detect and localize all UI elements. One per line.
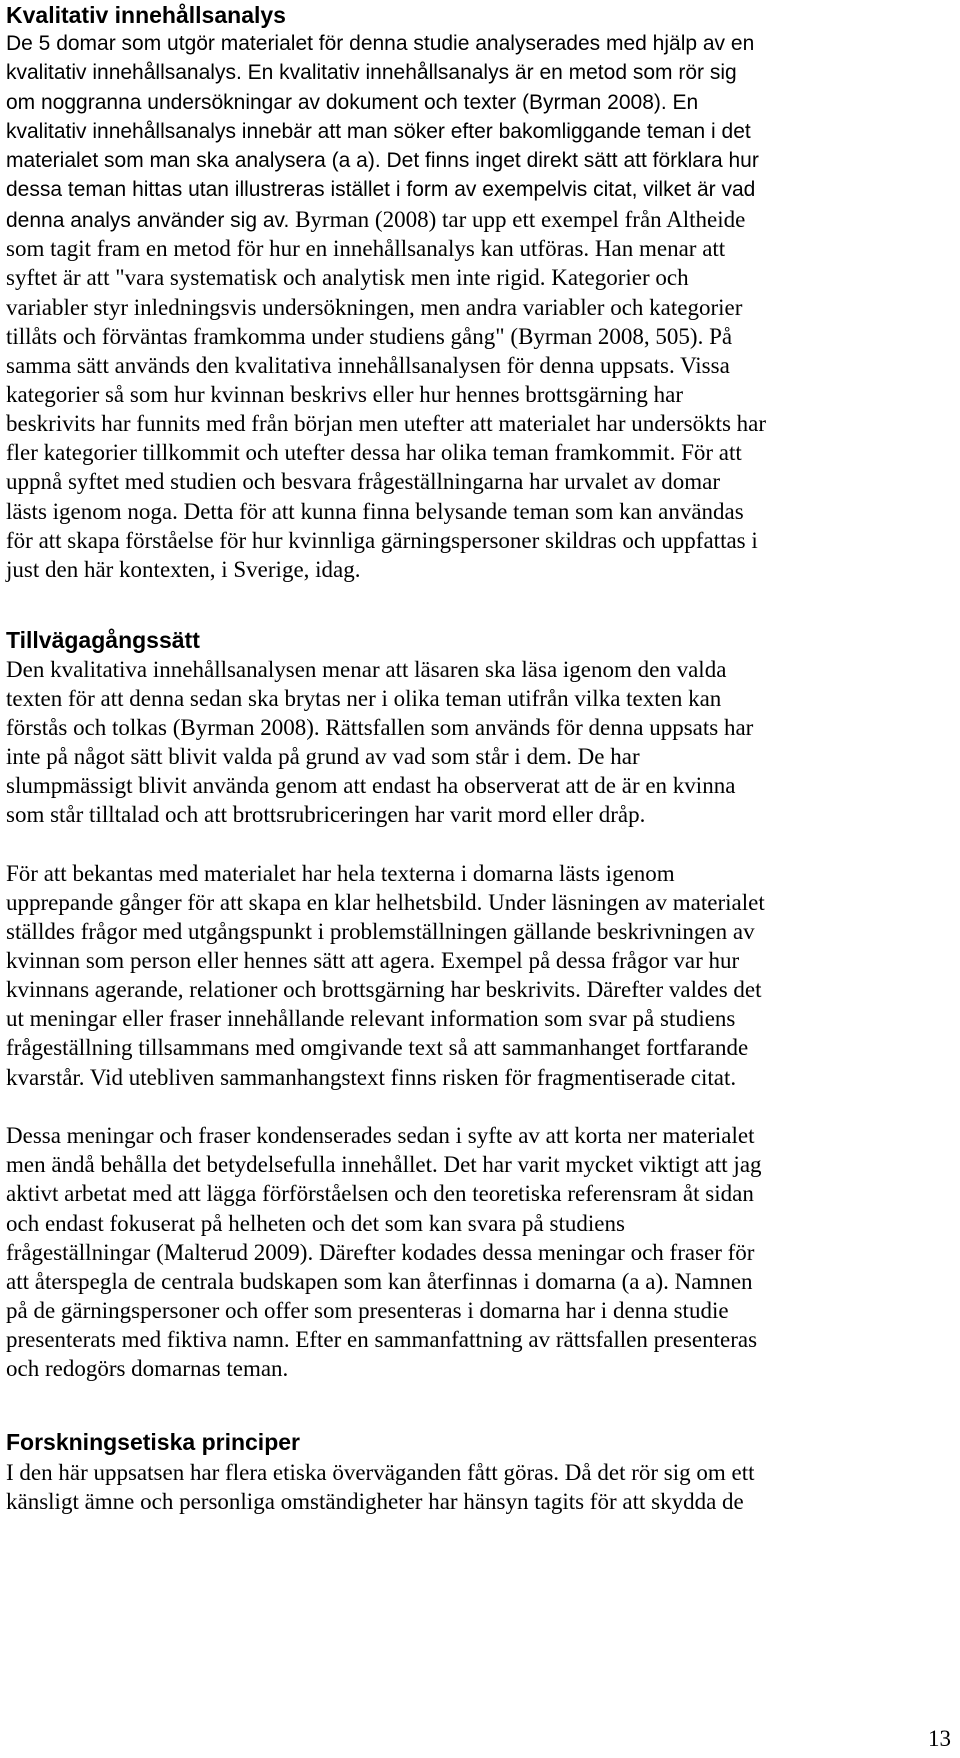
text-line: att återspegla de centrala budskapen som kan återfinnas i domarna (a a). Namnen [6,1269,753,1294]
page-number: 13 [928,1726,951,1751]
text-line: som står tilltalad och att brottsrubriceringen har varit mord eller dråp. [6,802,646,827]
text-line: just den här kontexten, i Sverige, idag. [6,557,361,582]
text-line: om noggranna undersökningar av dokument och texter (Byrman 2008). En [6,91,699,114]
text-line: Den kvalitativa innehållsanalysen menar att läsaren ska läsa igenom den valda [6,657,727,682]
text-line: för att skapa förståelse för hur kvinnliga gärningspersoner skildras och uppfattas i [6,528,758,553]
text-line: beskrivits har funnits med från början men utefter att materialet har undersökts har [6,411,767,436]
text-line: aktivt arbetat med att lägga förförståelsen och den teoretiska referensram åt sidan [6,1181,754,1206]
text-line: frågeställningar (Malterud 2009). Därefter kodades dessa meningar och fraser för [6,1240,755,1265]
text-line: tillåts och förväntas framkomma under studiens gång" (Byrman 2008, 505). På [6,324,733,349]
heading-forskningsetiska-principer: Forskningsetiska principer [6,1429,300,1455]
text-line: variabler styr inledningsvis undersökningen, men andra variabler och kategorier [6,295,743,320]
heading-tillvagagangssatt: Tillvägagångssätt [6,627,200,653]
text-line: De 5 domar som utgör materialet för denna studie analyserades med hjälp av en [6,32,755,55]
text-line: materialet som man ska analysera (a a). Det finns inget direkt sätt att förklara hur [6,149,759,172]
text-line: men ändå behålla det betydelsefulla innehållet. Det har varit mycket viktigt att jag [6,1152,762,1177]
text-line: dessa teman hittas utan illustreras istället i form av exempelvis citat, vilket är vad [6,178,756,201]
text-line: syftet är att "vara systematisk och analytisk men inte rigid. Kategorier och [6,265,689,290]
text-line: I den här uppsatsen har flera etiska överväganden fått göras. Då det rör sig om ett [6,1460,755,1485]
text-line: och endast fokuserat på helheten och det som kan svara på studiens [6,1211,625,1236]
text-line: som tagit fram en metod för hur en innehållsanalys kan utföras. Han menar att [6,236,726,261]
text-line: kategorier så som hur kvinnan beskrivs eller hur hennes brottsgärning har [6,382,684,407]
text-line: texten för att denna sedan ska brytas ner i olika teman utifrån vilka texten kan [6,686,722,711]
text-line: inte på något sätt blivit valda på grund av vad som står i dem. De har [6,744,640,769]
text-line: frågeställning tillsammans med omgivande text så att sammanhanget fortfarande [6,1035,749,1060]
text-line: ställdes frågor med utgångspunkt i problemställningen gällande beskrivningen av [6,919,755,944]
text-line: upprepande gånger för att skapa en klar helhetsbild. Under läsningen av materialet [6,890,765,915]
text-line: slumpmässigt blivit använda genom att endast ha observerat att de är en kvinna [6,773,736,798]
text-line: på de gärningspersoner och offer som presenteras i domarna har i denna studie [6,1298,729,1323]
text-line: känsligt ämne och personliga omständigheter har hänsyn tagits för att skydda de [6,1489,744,1514]
heading-kvalitativ-innehallsanalys: Kvalitativ innehållsanalys [6,2,286,28]
text-line: lästs igenom noga. Detta för att kunna finna belysande teman som kan användas [6,499,744,524]
text-line: kvalitativ innehållsanalys innebär att man söker efter bakomliggande teman i det [6,120,751,143]
text-line: uppnå syftet med studien och besvara frågeställningarna har urvalet av domar [6,469,721,494]
text-line: förstås och tolkas (Byrman 2008). Rättsfallen som används för denna uppsats har [6,715,754,740]
text-line: kvinnan som person eller hennes sätt att agera. Exempel på dessa frågor var hur [6,948,740,973]
text-line: samma sätt används den kvalitativa innehållsanalysen för denna uppsats. Vissa [6,353,730,378]
text-line: presenterats med fiktiva namn. Efter en sammanfattning av rättsfallen presenteras [6,1327,758,1352]
text-line: och redogörs domarnas teman. [6,1356,289,1381]
text-line: kvinnans agerande, relationer och brottsgärning har beskrivits. Därefter valdes det [6,977,762,1002]
text-line: fler kategorier tillkommit och utefter dessa har olika teman framkommit. För att [6,440,742,465]
text-line: kvalitativ innehållsanalys. En kvalitativ innehållsanalys är en metod som rör sig [6,61,737,84]
text-line: ut meningar eller fraser innehållande relevant information som svar på studiens [6,1006,736,1031]
text-line: För att bekantas med materialet har hela texterna i domarna lästs igenom [6,861,675,886]
text-line: denna analys använder sig av. Byrman (2008) tar upp ett exempel från Altheide [6,207,746,232]
text-line: Dessa meningar och fraser kondenserades sedan i syfte av att korta ner materialet [6,1123,755,1148]
text-line: kvarstår. Vid utebliven sammanhangstext finns risken för fragmentiserade citat. [6,1065,737,1090]
